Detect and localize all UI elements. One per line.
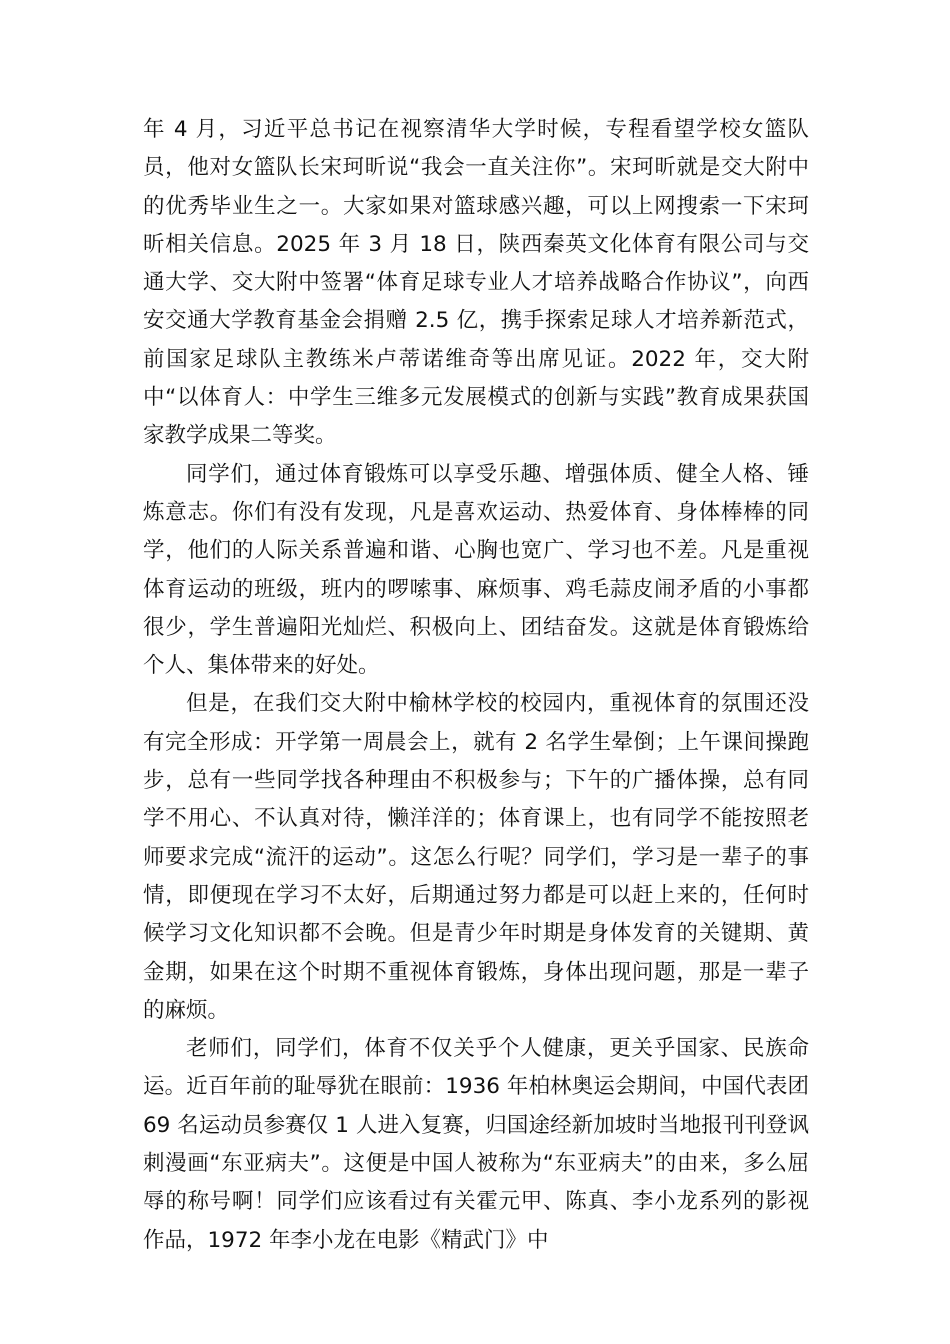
paragraph-4: 老师们，同学们，体育不仅关乎个人健康，更关乎国家、民族命运。近百年前的耻辱犹在眼前：1936 年柏林奥运会期间，中国代表团 69 名运动员参赛仅 1 人进入复赛，归国途经新加坡时当地报刊刊登讽刺漫画“东亚病夫”。这便是中国人被称为“东亚病夫”的由来，多么屈辱的称号啊！同学们应该看过有关霍元甲、陈真、李小龙系列的影视作品，1972 年李小龙在电影《精武门》中	[143, 1036, 809, 1253]
document-page	[143, 111, 809, 1260]
paragraph-1: 年 4 月，习近平总书记在视察清华大学时候，专程看望学校女篮队员，他对女篮队长宋珂昕说“我会一直关注你”。宋珂昕就是交大附中的优秀毕业生之一。大家如果对篮球感兴趣，可以上网搜索一下宋珂昕相关信息。2025 年 3 月 18 日，陕西秦英文化体育有限公司与交通大学、交大附中签署“体育足球专业人才培养战略合作协议”，向西安交通大学教育基金会捐赠 2.5 亿，携手探索足球人才培养新范式，前国家足球队主教练米卢蒂诺维奇等出席见证。2022 年，交大附中“以体育人：中学生三维多元发展模式的创新与实践”教育成果获国家教学成果二等奖。	[143, 117, 809, 449]
paragraph-2: 同学们，通过体育锻炼可以享受乐趣、增强体质、健全人格、锤炼意志。你们有没有发现，凡是喜欢运动、热爱体育、身体棒棒的同学，他们的人际关系普遍和谐、心胸也宽广、学习也不差。凡是重视体育运动的班级，班内的啰嗦事、麻烦事、鸡毛蒜皮闹矛盾的小事都很少，学生普遍阳光灿烂、积极向上、团结奋发。这就是体育锻炼给个人、集体带来的好处。	[143, 461, 809, 679]
paragraph-3: 但是，在我们交大附中榆林学校的校园内，重视体育的氛围还没有完全形成：开学第一周晨会上，就有 2 名学生晕倒；上午课间操跑步，总有一些同学找各种理由不积极参与；下午的广播体操，总有同学不用心、不认真对待，懒洋洋的；体育课上，也有同学不能按照老师要求完成“流汗的运动”。这怎么行呢？同学们，学习是一辈子的事情，即便现在学习不太好，后期通过努力都是可以赶上来的，任何时候学习文化知识都不会晚。但是青少年时期是身体发育的关键期、黄金期，如果在这个时期不重视体育锻炼，身体出现问题，那是一辈子的麻烦。	[143, 691, 809, 1023]
